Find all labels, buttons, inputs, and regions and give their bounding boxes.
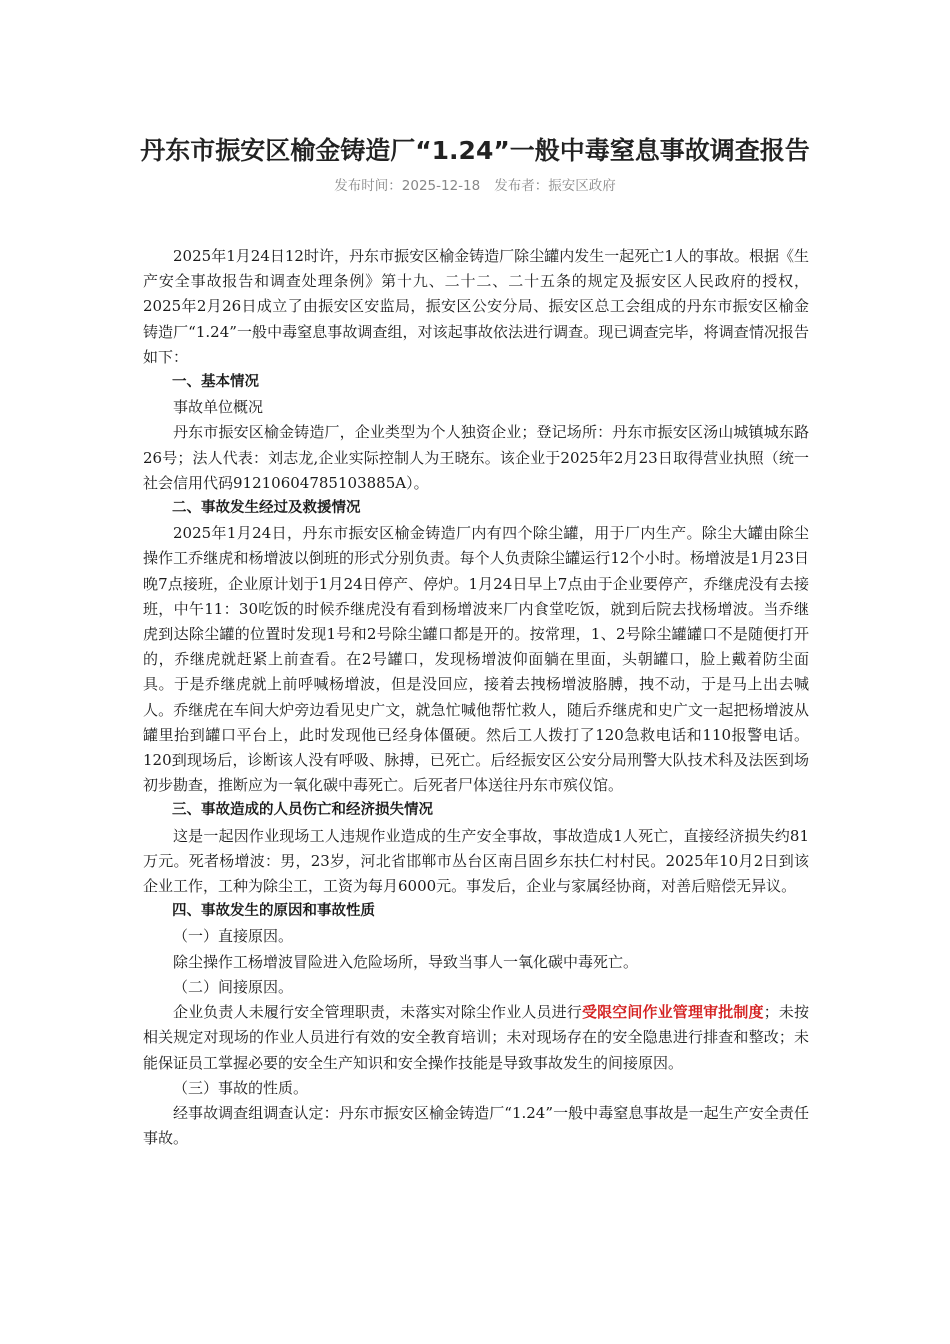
publish-time: 发布时间：2025-12-18	[334, 178, 481, 194]
paragraph-direct-cause: 除尘操作工杨增波冒险进入危险场所，导致当事人一氧化碳中毒死亡。	[173, 952, 639, 971]
indirect-cause-text-a: 企业负责人未履行安全管理职责，未落实对除尘作业人员进行	[173, 1003, 582, 1022]
article-body	[143, 244, 809, 1151]
subheading-unit-overview: 事故单位概况	[173, 398, 264, 417]
publisher: 发布者：振安区政府	[494, 178, 616, 194]
section-heading-causes: 四、事故发生的原因和事故性质	[172, 903, 375, 920]
paragraph-accident-nature: 经事故调查组调查认定：丹东市振安区榆金铸造厂“1.24”一般中毒窒息事故是一起生产安全责任事故。	[143, 1103, 809, 1148]
section-heading-accident-process: 二、事故发生经过及救援情况	[172, 500, 361, 517]
section-heading-basic-info: 一、基本情况	[172, 374, 259, 391]
subheading-indirect-cause: （二）间接原因。	[173, 977, 294, 996]
paragraph-indirect-cause	[143, 1000, 809, 1076]
section-heading-casualties: 三、事故造成的人员伤亡和经济损失情况	[172, 802, 433, 819]
paragraph-unit-overview: 丹东市振安区榆金铸造厂，企业类型为个人独资企业；登记场所：丹东市振安区汤山城镇城东路26号；法人代表：刘志龙,企业实际控制人为王晓东。该企业于2025年2月23日取得营业执照（统一社会信用代码91210604785103885A）。	[143, 423, 809, 492]
subheading-direct-cause: （一）直接原因。	[173, 927, 294, 946]
article-meta	[0, 176, 950, 196]
indirect-cause-text-b: ；未按相关规定对现场的作业人员进行有效的安全教育培训；未对现场存在的安全隐患进行排查和整改；未能保证员工掌握必要的安全生产知识和安全操作技能是导致事故发生的间接原因。	[143, 1003, 809, 1072]
subheading-accident-nature: （三）事故的性质。	[173, 1078, 309, 1097]
page-title: 丹东市振安区榆金铸造厂“1.24”一般中毒窒息事故调查报告	[140, 136, 810, 165]
paragraph-casualties: 这是一起因作业现场工人违规作业造成的生产安全事故，事故造成1人死亡，直接经济损失约81万元。死者杨增波：男，23岁，河北省邯郸市丛台区南吕固乡东扶仁村村民。2025年10月2日到该企业工作，工种为除尘工，工资为每月6000元。事发后，企业与家属经协商，对善后赔偿无异议。	[143, 826, 809, 896]
paragraph-accident-process: 2025年1月24日，丹东市振安区榆金铸造厂内有四个除尘罐，用于厂内生产。除尘大罐由除尘操作工乔继虎和杨增波以倒班的形式分别负责。每个人负责除尘罐运行12个小时。杨增波是1月23日晚7点接班，企业原计划于1月24日停产、停炉。1月24日早上7点由于企业要停产，乔继虎没有去接班，中午11：30吃饭的时候乔继虎没有看到杨增波来厂内食堂吃饭，就到后院去找杨增波。当乔继虎到达除尘罐的位置时发现1号和2号除尘罐口都是开的。按常理，1、2号除尘罐罐口不是随便打开的，乔继虎就赶紧上前查看。在2号罐口，发现杨增波仰面躺在里面，头朝罐口，脸上戴着防尘面具。于是乔继虎就上前呼喊杨增波，但是没回应，接着去拽杨增波胳膊，拽不动，于是马上出去喊人。乔继虎在车间大炉旁边看见史广文，就急忙喊他帮忙救人，随后乔继虎和史广文一起把杨增波从罐里抬到罐口平台上，此时发现他已经身体僵硬。然后工人拨打了120急救电话和110报警电话。120到现场后，诊断该人没有呼吸、脉搏，已死亡。后经振安区公安分局刑警大队技术科及法医到场初步勘查，推断应为一氧化碳中毒死亡。后死者尸体送往丹东市殡仪馆。	[143, 524, 809, 795]
intro-paragraph: 2025年1月24日12时许，丹东市振安区榆金铸造厂除尘罐内发生一起死亡1人的事故。根据《生产安全事故报告和调查处理条例》第十九、二十二、二十五条的规定及振安区人民政府的授权，2025年2月26日成立了由振安区安监局，振安区公安分局、振安区总工会组成的丹东市振安区榆金铸造厂“1.24”一般中毒窒息事故调查组，对该起事故依法进行调查。现已调查完毕，将调查情况报告如下：	[143, 247, 809, 366]
highlighted-policy-link[interactable]: 受限空间作业管理审批制度	[581, 1003, 764, 1022]
